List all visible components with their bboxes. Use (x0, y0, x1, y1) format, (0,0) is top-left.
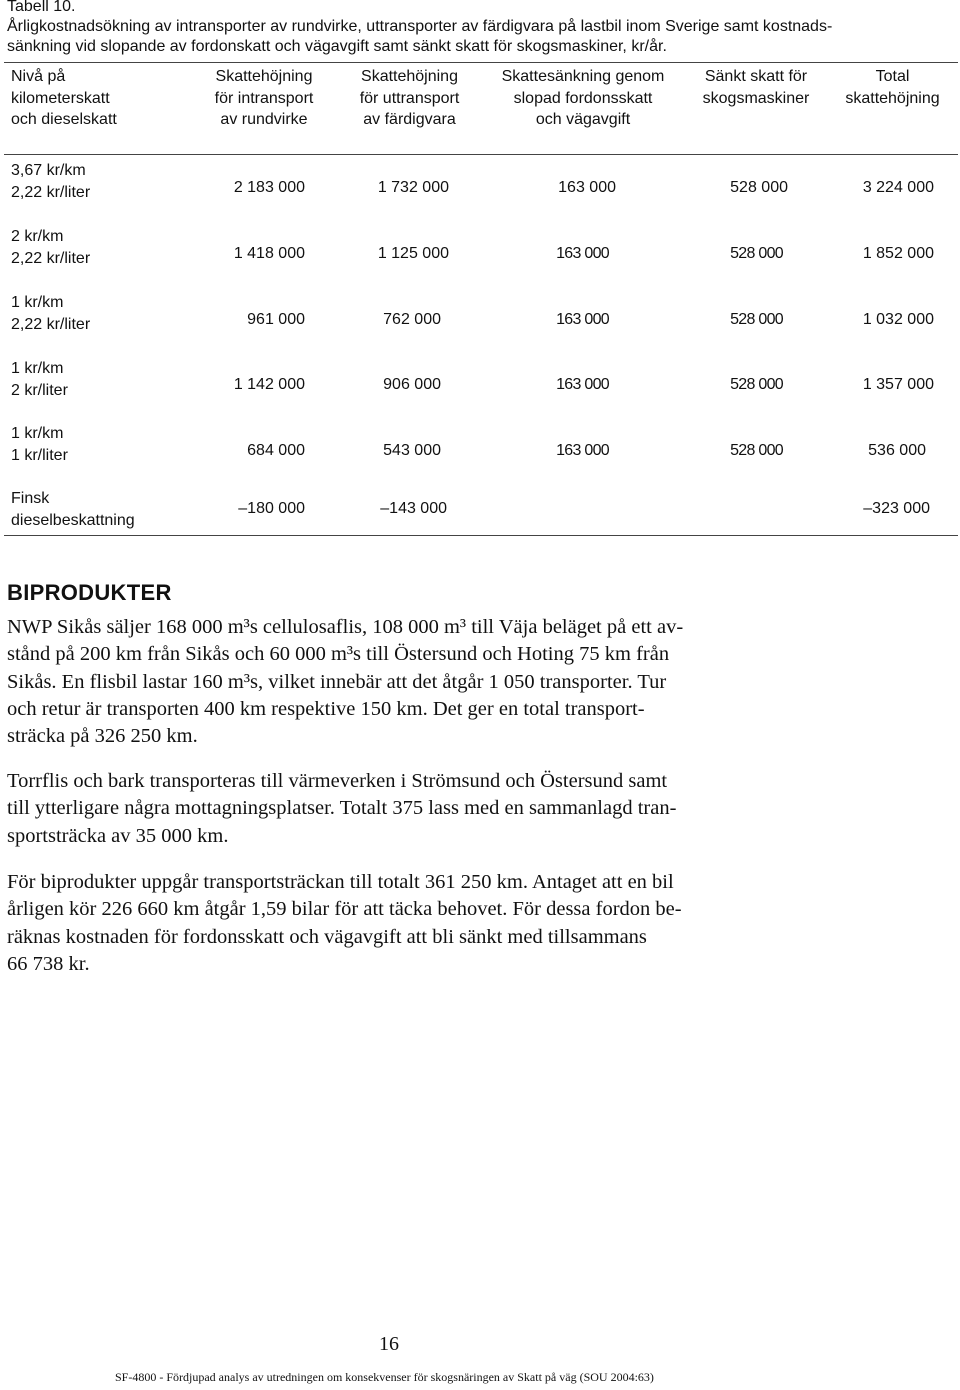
table-cell: 961 000 (247, 311, 305, 328)
paragraph (7, 768, 807, 850)
table-cell: –323 000 (863, 500, 930, 517)
table-cell: 684 000 (247, 442, 305, 459)
header-line: kilometerskatt (11, 89, 110, 107)
row-label (11, 226, 90, 269)
text-line: stånd på 200 km från Sikås och 60 000 m³s till Östersund och Hoting 75 km från (7, 643, 670, 666)
header-level (11, 66, 117, 131)
table-caption (7, 17, 952, 57)
header-uttransport (348, 66, 471, 131)
table-cell: 3 224 000 (862, 179, 934, 196)
header-line: och vägavgift (535, 111, 631, 128)
table-cell: 163 000 (556, 311, 609, 328)
section-heading: BIPRODUKTER (7, 580, 172, 605)
table-cell: 762 000 (383, 311, 441, 328)
table-cell: –143 000 (380, 500, 447, 517)
header-line: Sänkt skatt för (704, 68, 808, 85)
header-line: och dieselskatt (11, 111, 117, 128)
text-line: räknas kostnaden för fordonsskatt och vägavgift att bli sänkt med tillsammans (7, 925, 647, 948)
header-line: av rundvirke (220, 111, 308, 128)
table-cell: 543 000 (383, 442, 441, 459)
table-cell: 163 000 (558, 179, 616, 196)
page-number: 16 (379, 1333, 399, 1355)
table-top-rule (4, 62, 958, 63)
table-cell: 1 142 000 (233, 376, 305, 393)
header-line: av färdigvara (363, 111, 456, 128)
table-cell: 1 732 000 (377, 179, 449, 196)
header-total (835, 66, 950, 109)
table-cell: 528 000 (730, 245, 783, 262)
header-skogsmaskiner (694, 66, 818, 109)
caption-line: sänkning vid slopande av fordonskatt och vägavgift samt sänkt skatt för skogsmaskiner, kr/år. (7, 38, 667, 55)
table-header-rule (4, 154, 958, 155)
table-cell: 163 000 (556, 376, 609, 393)
table-cell: 163 000 (556, 245, 609, 262)
table-cell: 536 000 (868, 442, 926, 459)
text-line: sträcka på 326 250 km. (7, 725, 198, 748)
row-label-line: 1 kr/km (11, 425, 64, 442)
row-label-line: Finsk (11, 490, 50, 507)
row-label-line: 2 kr/km (11, 228, 64, 245)
paragraph (7, 614, 807, 750)
row-label-line: 1 kr/km (11, 294, 64, 311)
table-label: Tabell 10. (7, 0, 76, 15)
table-cell: 1 852 000 (862, 245, 934, 262)
row-label (11, 488, 135, 531)
table-cell: 1 418 000 (233, 245, 305, 262)
text-line: till ytterligare några mottagningsplatser. Totalt 375 lass med en sammanlagd tran- (7, 797, 677, 820)
row-label-line: 2 kr/liter (11, 381, 68, 399)
caption-line: Årligkostnadsökning av intransporter av rundvirke, uttransporter av färdigvara på lastbil inom Sverige samt kostnads- (7, 18, 833, 35)
table-cell: 906 000 (383, 376, 441, 393)
text-line: och retur är transporten 400 km respektive 150 km. Det ger en total transport- (7, 697, 645, 720)
text-line: Torrflis och bark transporteras till värmeverken i Strömsund och Östersund samt (7, 770, 668, 792)
table-cell: 1 125 000 (377, 245, 449, 262)
row-label (11, 292, 90, 335)
text-line: För biprodukter uppgår transportsträckan till totalt 361 250 km. Antaget att en bil (7, 871, 674, 893)
header-line: Skattehöjning (215, 68, 313, 85)
table-cell: 528 000 (730, 179, 788, 196)
paragraph (7, 869, 807, 978)
table-cell: 163 000 (556, 442, 609, 459)
header-line: Skattehöjning (361, 68, 458, 85)
header-intransport (203, 66, 325, 131)
header-line: för intransport (214, 89, 314, 107)
row-label-line: 1 kr/liter (11, 446, 68, 464)
row-label (11, 160, 90, 203)
row-label (11, 423, 68, 466)
text-line: 66 738 kr. (7, 952, 90, 975)
header-line: skogsmaskiner (702, 89, 810, 107)
text-line: sportsträcka av 35 000 km. (7, 824, 229, 847)
row-label-line: 2,22 kr/liter (11, 315, 91, 333)
header-line: Total (875, 68, 910, 85)
row-label-line: 2,22 kr/liter (11, 183, 91, 201)
row-label-line: dieselbeskattning (11, 511, 135, 529)
table-cell: 528 000 (730, 311, 783, 328)
row-label-line: 3,67 kr/km (11, 162, 86, 179)
header-line: Nivå på (11, 68, 66, 85)
row-label-line: 2,22 kr/liter (11, 249, 91, 267)
header-line: för uttransport (359, 89, 460, 107)
row-label (11, 358, 68, 401)
table-cell: 1 357 000 (862, 376, 934, 393)
page-footer: SF-4800 - Fördjupad analys av utredningen om konsekvenser för skogsnäringen av Skatt på väg (SOU 2004:63) (115, 1370, 654, 1384)
table-cell: –180 000 (238, 500, 305, 517)
text-line: Sikås. En flisbil lastar 160 m³s, vilket innebär att det åtgår 1 050 transporter. Tur (7, 670, 667, 693)
header-line: skattehöjning (845, 89, 940, 107)
table-cell: 1 032 000 (862, 311, 934, 328)
text-line: NWP Sikås säljer 168 000 m³s cellulosaflis, 108 000 m³ till Väja beläget på ett av- (7, 616, 684, 638)
row-label-line: 1 kr/km (11, 360, 64, 377)
table-cell: 2 183 000 (233, 179, 305, 196)
table-cell: 528 000 (730, 442, 783, 459)
text-line: årligen kör 226 660 km åtgår 1,59 bilar för att täcka behovet. För dessa fordon be- (7, 898, 682, 921)
header-skattesankning (491, 66, 675, 131)
header-line: slopad fordonsskatt (513, 89, 653, 107)
table-cell: 528 000 (730, 376, 783, 393)
header-line: Skattesänkning genom (501, 68, 665, 85)
table-bottom-rule (4, 535, 958, 536)
